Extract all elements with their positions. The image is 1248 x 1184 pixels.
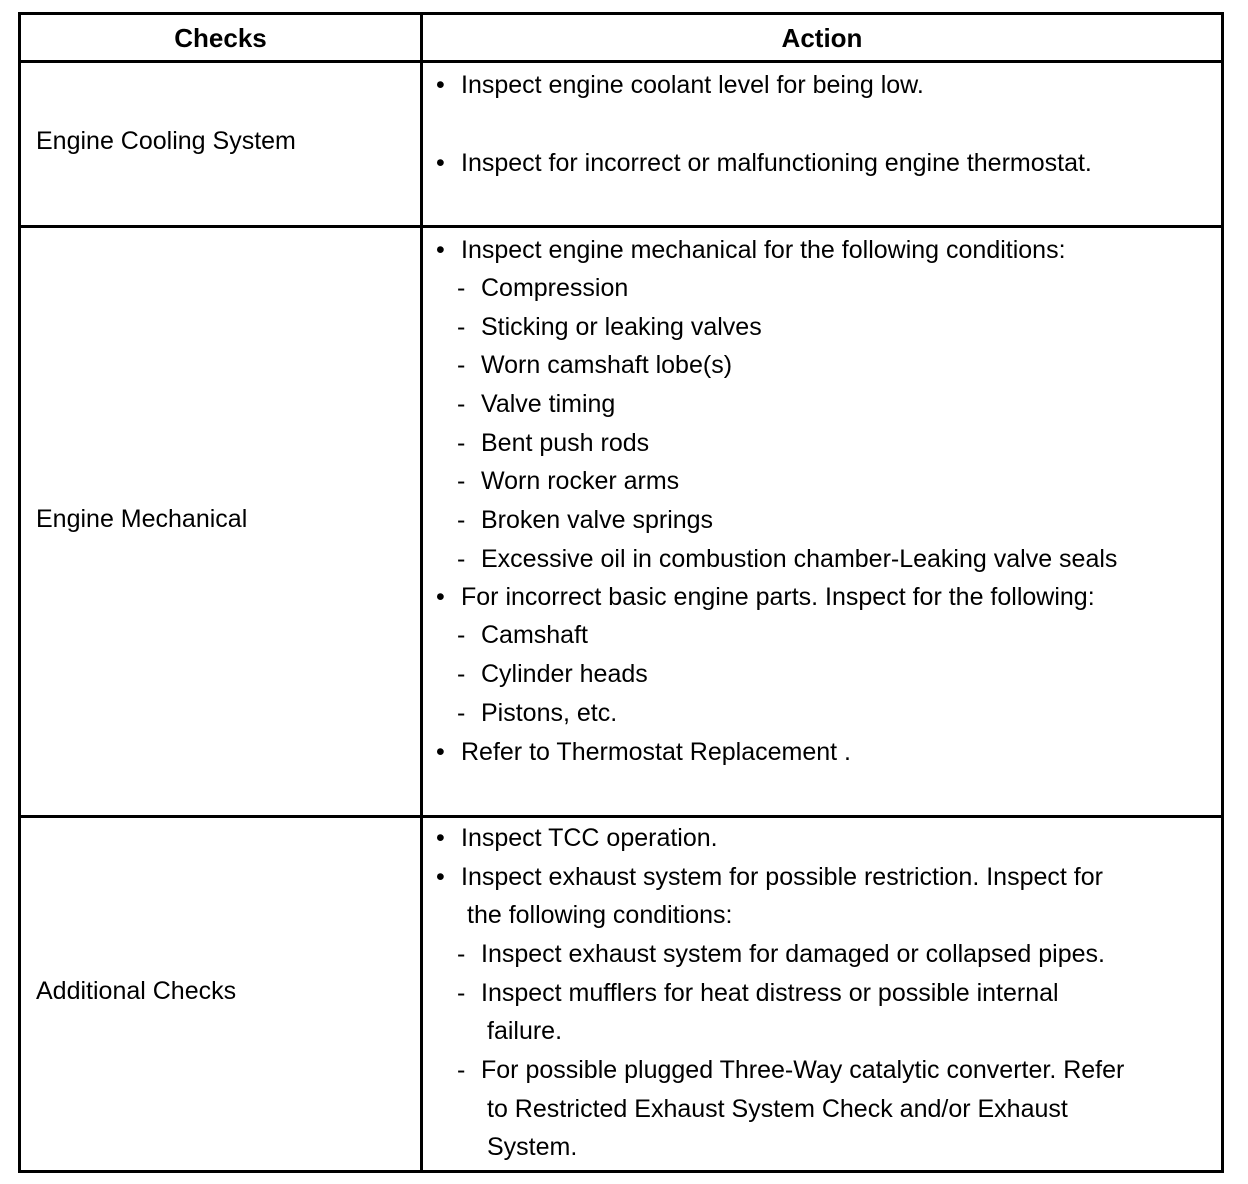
- action-item-continued: the following conditions:: [467, 901, 733, 929]
- condition-item: Excessive oil in combustion chamber-Leaking valve seals: [481, 545, 1118, 573]
- dash: -: [457, 351, 466, 379]
- condition-item: Valve timing: [481, 390, 616, 418]
- condition-item: Compression: [481, 274, 629, 302]
- action-item: Inspect engine coolant level for being low.: [461, 71, 924, 99]
- dash: -: [457, 1056, 466, 1084]
- part-item: Pistons, etc.: [481, 699, 618, 727]
- bullet: •: [436, 583, 445, 611]
- row-divider: [21, 225, 1221, 228]
- sub-item-continued: failure.: [487, 1017, 563, 1045]
- check-additional-checks: Additional Checks: [36, 977, 237, 1005]
- part-item: Camshaft: [481, 621, 588, 649]
- action-item: Inspect for incorrect or malfunctioning engine thermostat.: [461, 149, 1092, 177]
- column-divider: [420, 15, 423, 1170]
- sub-item-continued: System.: [487, 1133, 578, 1161]
- bullet: •: [436, 738, 445, 766]
- dash: -: [457, 621, 466, 649]
- action-item: For incorrect basic engine parts. Inspect for the following:: [461, 583, 1095, 611]
- action-item: Inspect engine mechanical for the following conditions:: [461, 236, 1066, 264]
- sub-item: Inspect exhaust system for damaged or collapsed pipes.: [481, 940, 1105, 968]
- row-divider: [21, 815, 1221, 818]
- sub-item-continued: to Restricted Exhaust System Check and/or Exhaust: [487, 1095, 1068, 1123]
- part-item: Cylinder heads: [481, 660, 648, 688]
- check-engine-mechanical: Engine Mechanical: [36, 505, 248, 533]
- column-header-action: Action: [781, 23, 863, 53]
- dash: -: [457, 699, 466, 727]
- action-item: Inspect TCC operation.: [461, 824, 718, 852]
- dash: -: [457, 660, 466, 688]
- dash: -: [457, 313, 466, 341]
- dash: -: [457, 979, 466, 1007]
- dash: -: [457, 467, 466, 495]
- bullet: •: [436, 824, 445, 852]
- dash: -: [457, 545, 466, 573]
- bullet: •: [436, 236, 445, 264]
- column-header-checks: Checks: [174, 23, 267, 53]
- condition-item: Sticking or leaking valves: [481, 313, 762, 341]
- dash: -: [457, 274, 466, 302]
- sub-item: For possible plugged Three-Way catalytic converter. Refer: [481, 1056, 1125, 1084]
- condition-item: Bent push rods: [481, 429, 650, 457]
- check-engine-cooling-system: Engine Cooling System: [36, 127, 296, 155]
- sub-item: Inspect mufflers for heat distress or possible internal: [481, 979, 1059, 1007]
- dash: -: [457, 429, 466, 457]
- action-item: Inspect exhaust system for possible restriction. Inspect for: [461, 863, 1103, 891]
- bullet: •: [436, 863, 445, 891]
- dash: -: [457, 940, 466, 968]
- condition-item: Broken valve springs: [481, 506, 714, 534]
- condition-item: Worn rocker arms: [481, 467, 680, 495]
- dash: -: [457, 506, 466, 534]
- checks-action-table: [18, 12, 1224, 1173]
- bullet: •: [436, 149, 445, 177]
- dash: -: [457, 390, 466, 418]
- bullet: •: [436, 71, 445, 99]
- condition-item: Worn camshaft lobe(s): [481, 351, 733, 379]
- action-item: Refer to Thermostat Replacement .: [461, 738, 851, 766]
